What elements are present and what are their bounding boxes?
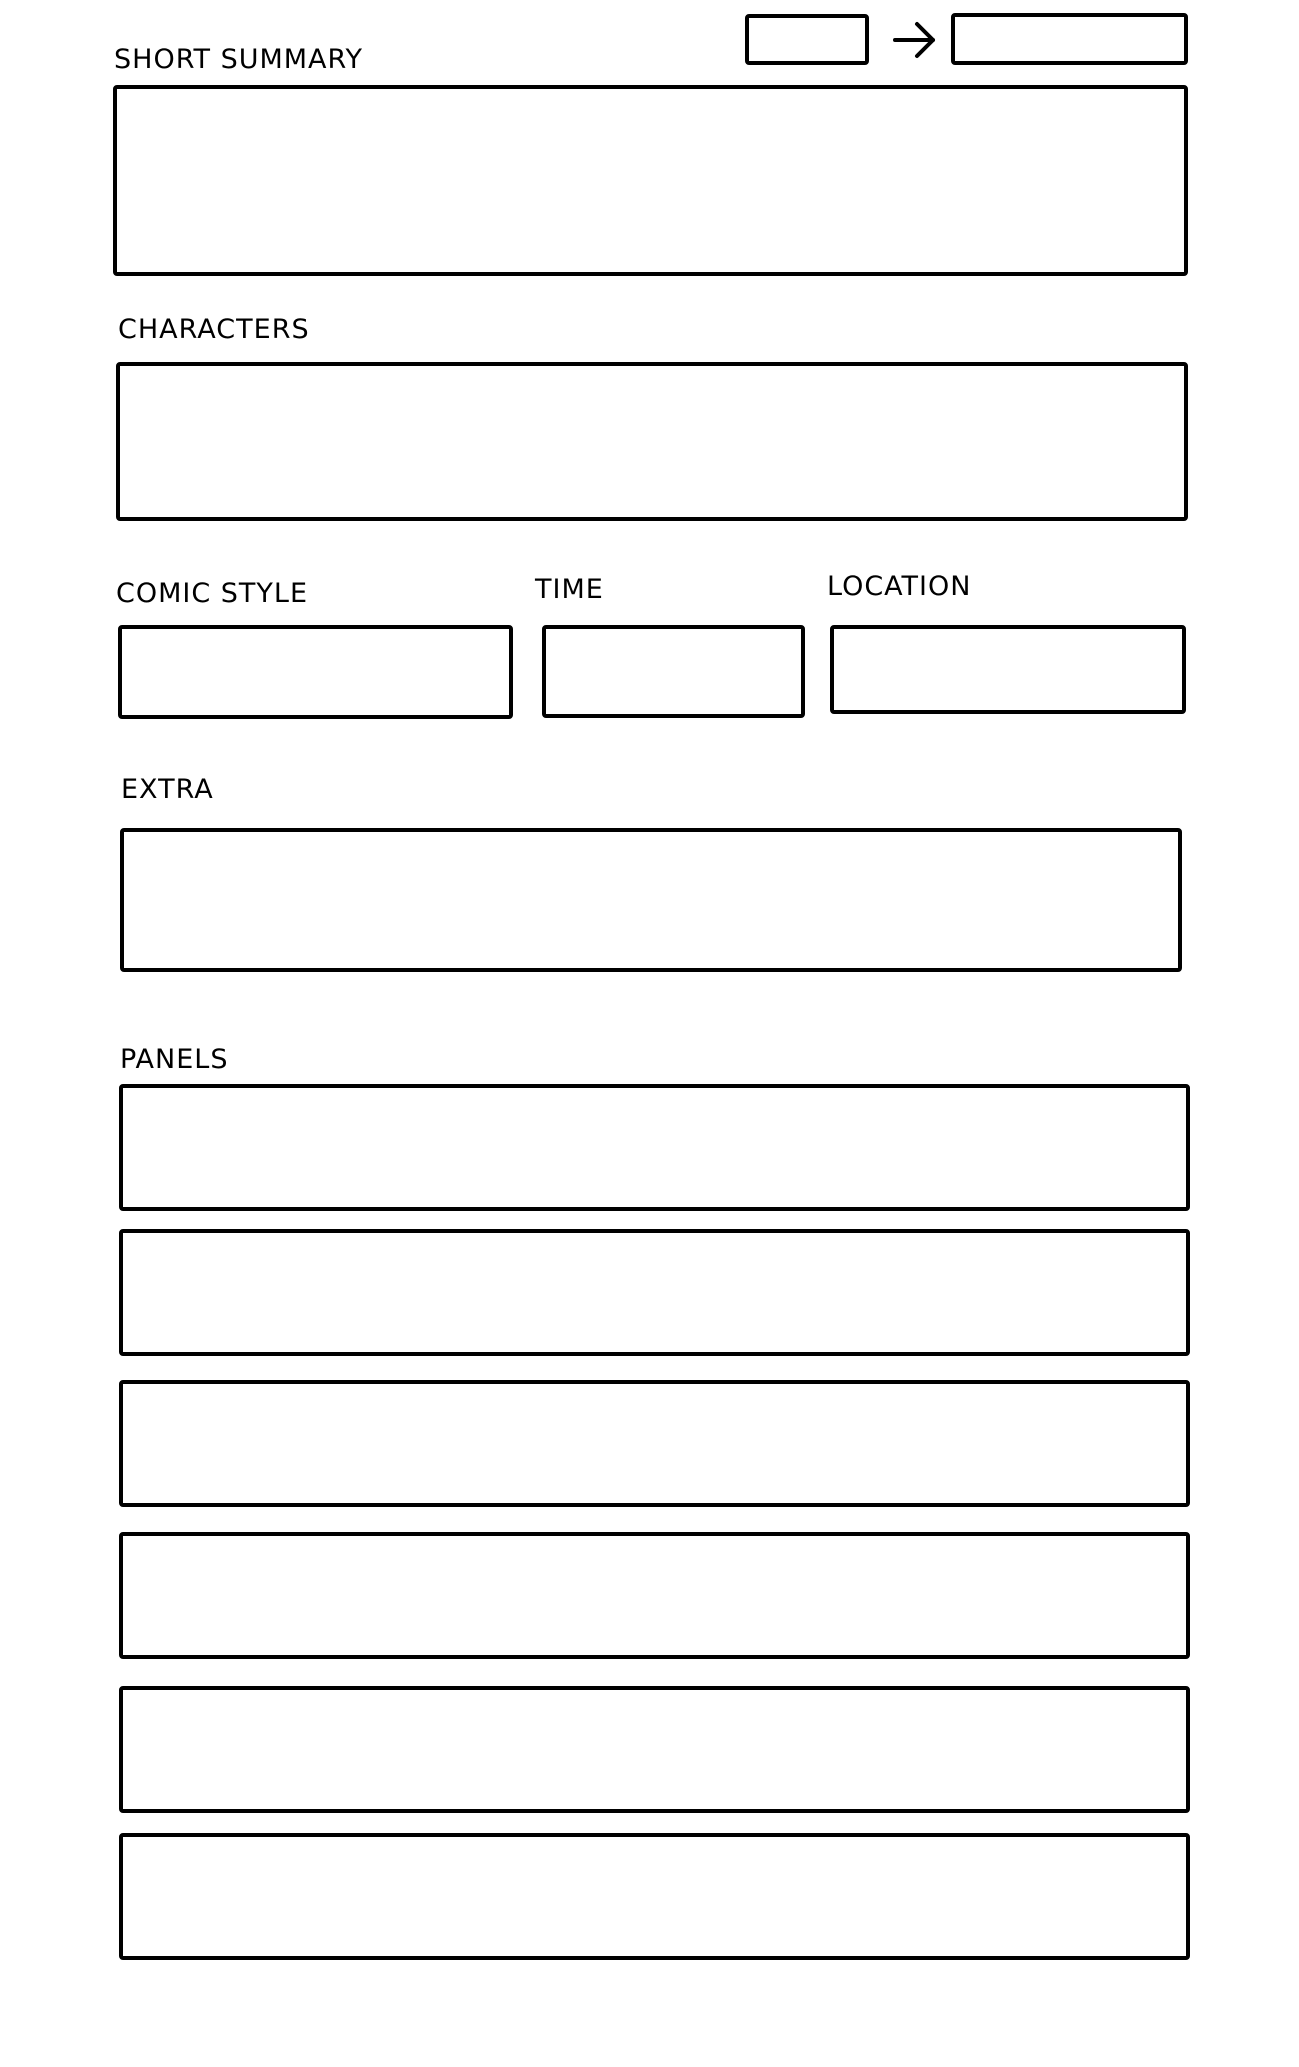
panel-field-4[interactable]	[119, 1532, 1190, 1659]
panel-field-3[interactable]	[119, 1380, 1190, 1507]
extra-field[interactable]	[120, 828, 1182, 972]
characters-label: CHARACTERS	[118, 314, 310, 345]
characters-field[interactable]	[116, 362, 1188, 521]
arrow-right-icon	[893, 20, 937, 60]
end-page-box[interactable]	[951, 13, 1188, 65]
panel-field-1[interactable]	[119, 1084, 1190, 1211]
panel-field-2[interactable]	[119, 1229, 1190, 1356]
short-summary-field[interactable]	[113, 85, 1188, 276]
short-summary-label: SHORT SUMMARY	[114, 44, 364, 75]
extra-label: EXTRA	[121, 774, 214, 805]
comic-style-label: COMIC STYLE	[116, 578, 309, 609]
start-page-box[interactable]	[745, 14, 869, 65]
time-label: TIME	[535, 574, 604, 605]
location-label: LOCATION	[827, 571, 972, 602]
panel-field-5[interactable]	[119, 1686, 1190, 1813]
panel-field-6[interactable]	[119, 1833, 1190, 1960]
panels-label: PANELS	[120, 1044, 229, 1075]
time-field[interactable]	[542, 625, 805, 718]
location-field[interactable]	[830, 625, 1186, 714]
comic-style-field[interactable]	[118, 625, 513, 719]
